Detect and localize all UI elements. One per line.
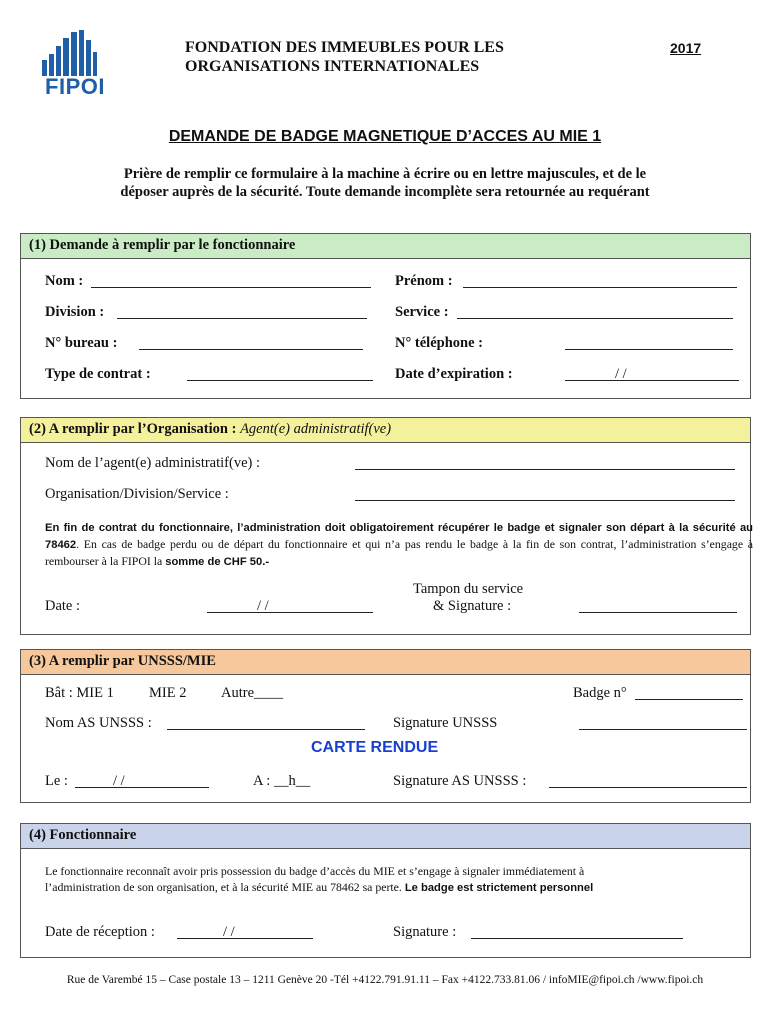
footer-contact: Rue de Varembé 15 – Case postale 13 – 1211 Genève 20 -Tél +4122.791.91.11 – Fax +4122.733.81.06 / infoMIE@fipoi.ch /www.fipoi.ch bbox=[66, 974, 704, 986]
org-div-label: Organisation/Division/Service : bbox=[45, 486, 229, 502]
contrat-field[interactable] bbox=[187, 380, 373, 381]
agent-name-label: Nom de l’agent(e) administratif(ve) : bbox=[45, 455, 261, 471]
le-slashes: / / bbox=[113, 773, 125, 789]
organization-name bbox=[185, 38, 504, 76]
section-fonctionnaire-request bbox=[20, 233, 751, 399]
sig-unsss-field[interactable] bbox=[579, 729, 747, 730]
nom-as-field[interactable] bbox=[167, 729, 365, 730]
autre-label[interactable]: Autre____ bbox=[221, 685, 284, 701]
section-unsss bbox=[20, 649, 751, 803]
telephone-field[interactable] bbox=[565, 349, 733, 350]
ack-line2: l’administration de son organisation, et à la sécurité MIE au 78462 sa perte. bbox=[45, 880, 405, 894]
logo-text: FIPOI bbox=[45, 74, 105, 99]
form-year: 2017 bbox=[670, 40, 702, 56]
bureau-label: N° bureau : bbox=[45, 335, 118, 351]
notice-amount: somme de CHF 50.- bbox=[165, 556, 270, 568]
sig-unsss-label: Signature UNSSS bbox=[393, 715, 498, 731]
date-label: Date : bbox=[45, 598, 81, 614]
signature-label: & Signature : bbox=[433, 598, 512, 614]
notice-text: . En cas de badge perdu ou de départ du fonctionnaire et qui n’a pas rendu le badge à la fin de son contrat, l’administration s’engage à rembourser à la FIPOI la bbox=[45, 537, 753, 568]
date-reception-slashes: / / bbox=[223, 924, 235, 940]
fipoi-logo bbox=[36, 30, 110, 98]
telephone-label: N° téléphone : bbox=[395, 335, 483, 351]
section-fonctionnaire bbox=[20, 823, 751, 958]
nom-label: Nom : bbox=[45, 273, 84, 289]
nom-field[interactable] bbox=[91, 287, 371, 288]
expiration-label: Date d’expiration : bbox=[395, 366, 513, 382]
agent-name-field[interactable] bbox=[355, 469, 735, 470]
section3-heading: (3) A remplir par UNSSS/MIE bbox=[21, 650, 750, 675]
signature-field[interactable] bbox=[471, 938, 683, 939]
building-bars-icon bbox=[40, 30, 100, 76]
division-label: Division : bbox=[45, 304, 105, 320]
prenom-label: Prénom : bbox=[395, 273, 453, 289]
mie2-label: MIE 2 bbox=[149, 685, 187, 701]
acknowledgement-text bbox=[45, 863, 753, 896]
expiration-slashes: / / bbox=[615, 366, 627, 382]
org-div-field[interactable] bbox=[355, 500, 735, 501]
tampon-signature-field[interactable] bbox=[579, 612, 737, 613]
section4-heading: (4) Fonctionnaire bbox=[21, 824, 750, 849]
instructions-line2: déposer auprès de la sécurité. Toute demande incomplète sera retournée au requérant bbox=[120, 184, 650, 200]
date-reception-label: Date de réception : bbox=[45, 924, 155, 940]
service-label: Service : bbox=[395, 304, 449, 320]
badge-number-label: Badge n° bbox=[573, 685, 627, 701]
le-label: Le : bbox=[45, 773, 68, 789]
division-field[interactable] bbox=[117, 318, 367, 319]
instructions bbox=[20, 165, 750, 201]
section1-heading: (1) Demande à remplir par le fonctionnaire bbox=[21, 234, 750, 259]
tampon-label: Tampon du service bbox=[413, 581, 524, 597]
form-title: DEMANDE DE BADGE MAGNETIQUE D’ACCES AU MIE 1 bbox=[168, 128, 602, 145]
le-date-field[interactable] bbox=[75, 787, 209, 788]
bat-mie1-label: Bât : MIE 1 bbox=[45, 685, 114, 701]
signature-label-s4: Signature : bbox=[393, 924, 457, 940]
section2-heading-text: (2) A remplir par l’Organisation : bbox=[29, 421, 237, 437]
prenom-field[interactable] bbox=[463, 287, 737, 288]
instructions-line1: Prière de remplir ce formulaire à la machine à écrire ou en lettre majuscules, et de le bbox=[123, 166, 647, 182]
notice-bold: En fin de contrat du fonctionnaire, l’administration doit obligatoirement récupérer le badge et signaler son départ à la sécurité au 78462 bbox=[45, 522, 753, 551]
sig-as-field[interactable] bbox=[549, 787, 747, 788]
date-reception-field[interactable] bbox=[177, 938, 313, 939]
date-slashes: / / bbox=[257, 598, 269, 614]
return-notice bbox=[45, 519, 753, 570]
bureau-field[interactable] bbox=[139, 349, 363, 350]
ack-bold: Le badge est strictement personnel bbox=[404, 882, 594, 894]
section2-heading-italic: Agent(e) administratif(ve) bbox=[240, 421, 392, 437]
section2-heading bbox=[21, 418, 750, 443]
org-name-line2: ORGANISATIONS INTERNATIONALES bbox=[185, 58, 480, 75]
carte-rendue-label: CARTE RENDUE bbox=[311, 739, 439, 756]
contrat-label: Type de contrat : bbox=[45, 366, 151, 382]
date-field[interactable] bbox=[207, 612, 373, 613]
nom-as-label: Nom AS UNSSS : bbox=[45, 715, 152, 731]
sig-as-label: Signature AS UNSSS : bbox=[393, 773, 527, 789]
badge-number-field[interactable] bbox=[635, 699, 743, 700]
service-field[interactable] bbox=[457, 318, 733, 319]
heure-field[interactable]: A : __h__ bbox=[253, 773, 311, 789]
org-name-line1: FONDATION DES IMMEUBLES POUR LES bbox=[185, 39, 504, 56]
section-organisation bbox=[20, 417, 751, 635]
ack-line1: Le fonctionnaire reconnaît avoir pris possession du badge d’accès du MIE et s’engage à signaler immédiatement à bbox=[45, 864, 585, 878]
